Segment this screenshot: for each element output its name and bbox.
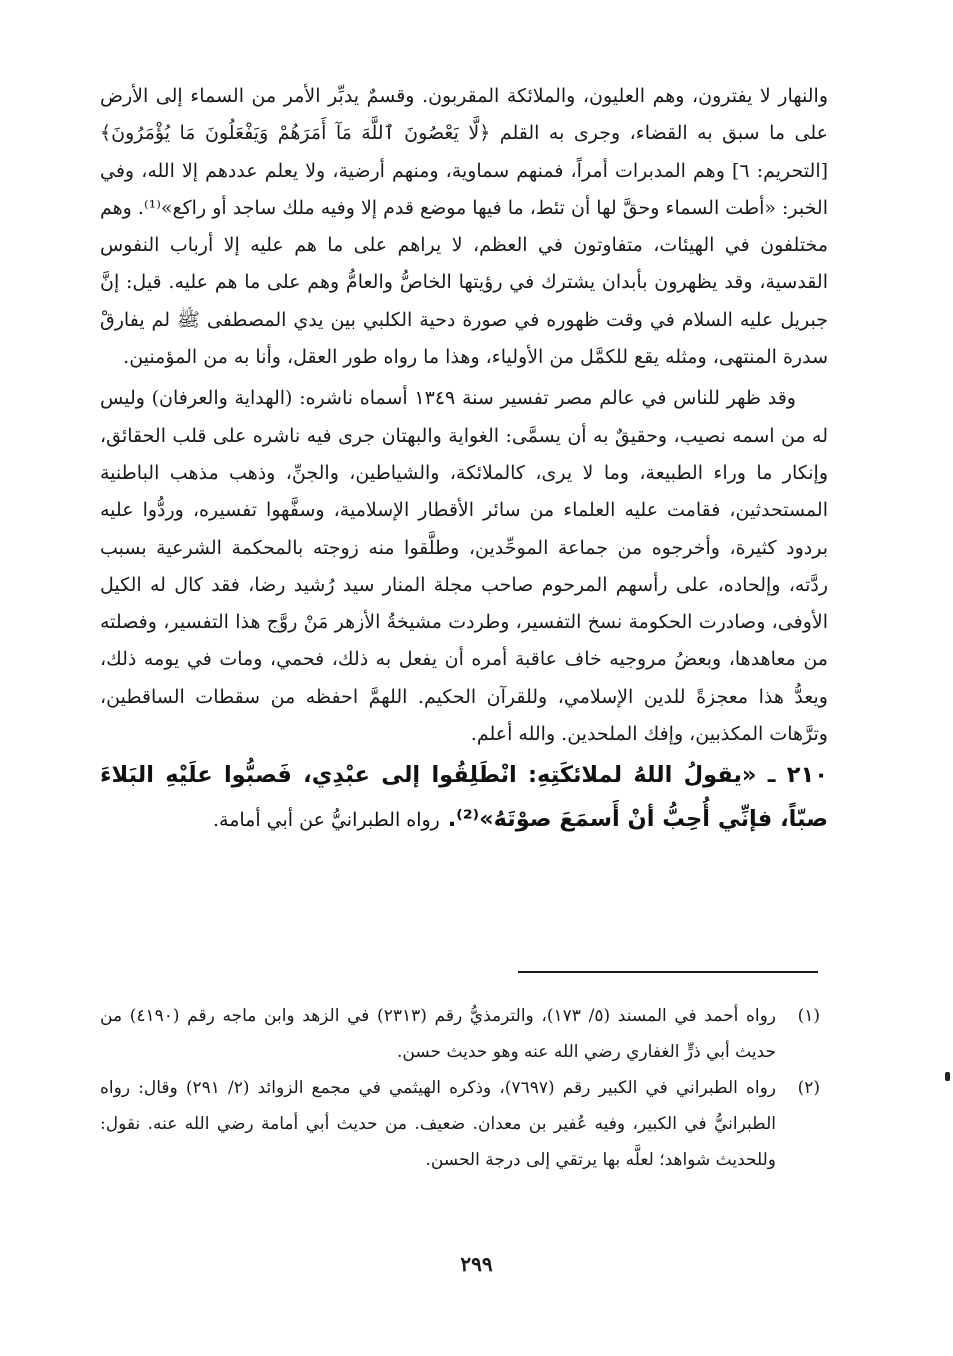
footnote-2 [100,1070,820,1178]
footnote-separator [518,971,818,973]
scan-margin-mark [945,1072,950,1081]
footnote-1 [100,998,820,1070]
footnote-text: رواه أحمد في المسند (٥/ ١٧٣)، والترمذيُّ رقم (٢٣١٣) في الزهد وابن ماجه رقم (٤١٩٠) من حديث أبي ذرٍّ الغفاري رضي الله عنه وهو حديث حسن. [100,1006,777,1062]
page-body [100,78,828,842]
paragraph-tafsir-hidaya: وقد ظهر للناس في عالم مصر تفسير سنة ١٣٤٩ أسماه ناشره: (الهداية والعرفان) وليس له من اسمه نصيب، وحقيقٌ به أن يسمَّى: الغواية والبهتان جرى فيه ناشره على قلب الحقائق، وإنكار ما وراء الطبيعة، وما لا يرى، كالملائكة، والشياطين، والجنِّ، وذهب مذهب الباطنية المستحدثين، فقامت عليه العلماء من سائر الأقطار الإسلامية، وسفَّهوا تفسيره، وردُّوا عليه بردود كثيرة، وأخرجوه من جماعة الموحِّدين، وطلَّقوا منه زوجته بالمحكمة الشرعية بسبب ردَّته، وإلحاده، على رأسهم المرحوم صاحب مجلة المنار سيد رُشيد رضا، فقد كال له الكيل الأوفى، وصادرت الحكومة نسخ التفسير، وطردت مشيخةُ الأزهر مَنْ روَّج هذا التفسير، وفصلته من معاهدها، وبعضُ مروجيه خاف عاقبة أمره أن يفعل به ذلك، فحمي، ومات في يومه ذلك، ويعدُّ هذا معجزةً للدين الإسلامي، وللقرآن الحكيم. اللهمَّ احفظه من سقطات الساقطين، وترَّهات المكذبين، وإفك الملحدين. والله أعلم. [100,387,828,746]
page-number: ٢٩٩ [460,1252,493,1276]
footnote-number: (٢) [797,1078,820,1098]
hadith-reference: رواه الطبرانيُّ عن أبي أمامة. [212,809,440,832]
hadith-210 [100,753,828,842]
footnote-number: (١) [797,1006,820,1026]
footnotes [100,998,820,1178]
footnote-text: رواه الطبراني في الكبير رقم (٧٦٩٧)، وذكره الهيثمي في مجمع الزوائد (٢/ ٢٩١) وقال: رواه الطبرانيُّ في الكبير، وفيه عُفير بن معدان. ضعيف. من حديث أبي أمامة رضي الله عنه. نقول: وللحديث شواهد؛ لعلَّه بها يرتقي إلى درجة الحسن. [100,1078,776,1170]
hadith-text: ٢١٠ ـ «يقولُ اللهُ لملائكَتِهِ: انْطَلِقُوا إلى عبْدِي، فَصبُّوا علَيْهِ البَلاءَ صبّاً، فإنِّي أُحِبُّ أنْ أَسمَعَ صوْتَهُ»⁽²⁾. [100,762,828,833]
paragraph-angels-description: والنهار لا يفترون، وهم العليون، والملائكة المقربون. وقسمٌ يدبِّر الأمر من السماء إلى الأرض على ما سبق به القضاء، وجرى به القلم ﴿لَّا يَعْصُونَ ٱللَّهَ مَآ أَمَرَهُمْ وَيَفْعَلُونَ مَا يُؤْمَرُونَ﴾ [التحريم: ٦] وهم المدبرات أمراً، فمنهم سماوية، ومنهم أرضية، ولا يعلم عددهم إلا الله، وفي الخبر: «أطت السماء وحقَّ لها أن تئط، ما فيها موضع قدم إلا وفيه ملك ساجد أو راكع»⁽¹⁾. وهم مختلفون في الهيئات، متفاوتون في العظم، لا يراهم على ما هم عليه إلا أرباب النفوس القدسية، وقد يظهرون بأبدان يشترك في رؤيتها الخاصُّ والعامُّ وهم على ما هم عليه. قيل: إنَّ جبريل عليه السلام في وقت ظهوره في صورة دحية الكلبي بين يدي المصطفى ﷺ لم يفارقْ سدرة المنتهى، ومثله يقع للكمَّل من الأولياء، وهذا ما رواه طور العقل، وأنا به من المؤمنين. [100,85,829,369]
